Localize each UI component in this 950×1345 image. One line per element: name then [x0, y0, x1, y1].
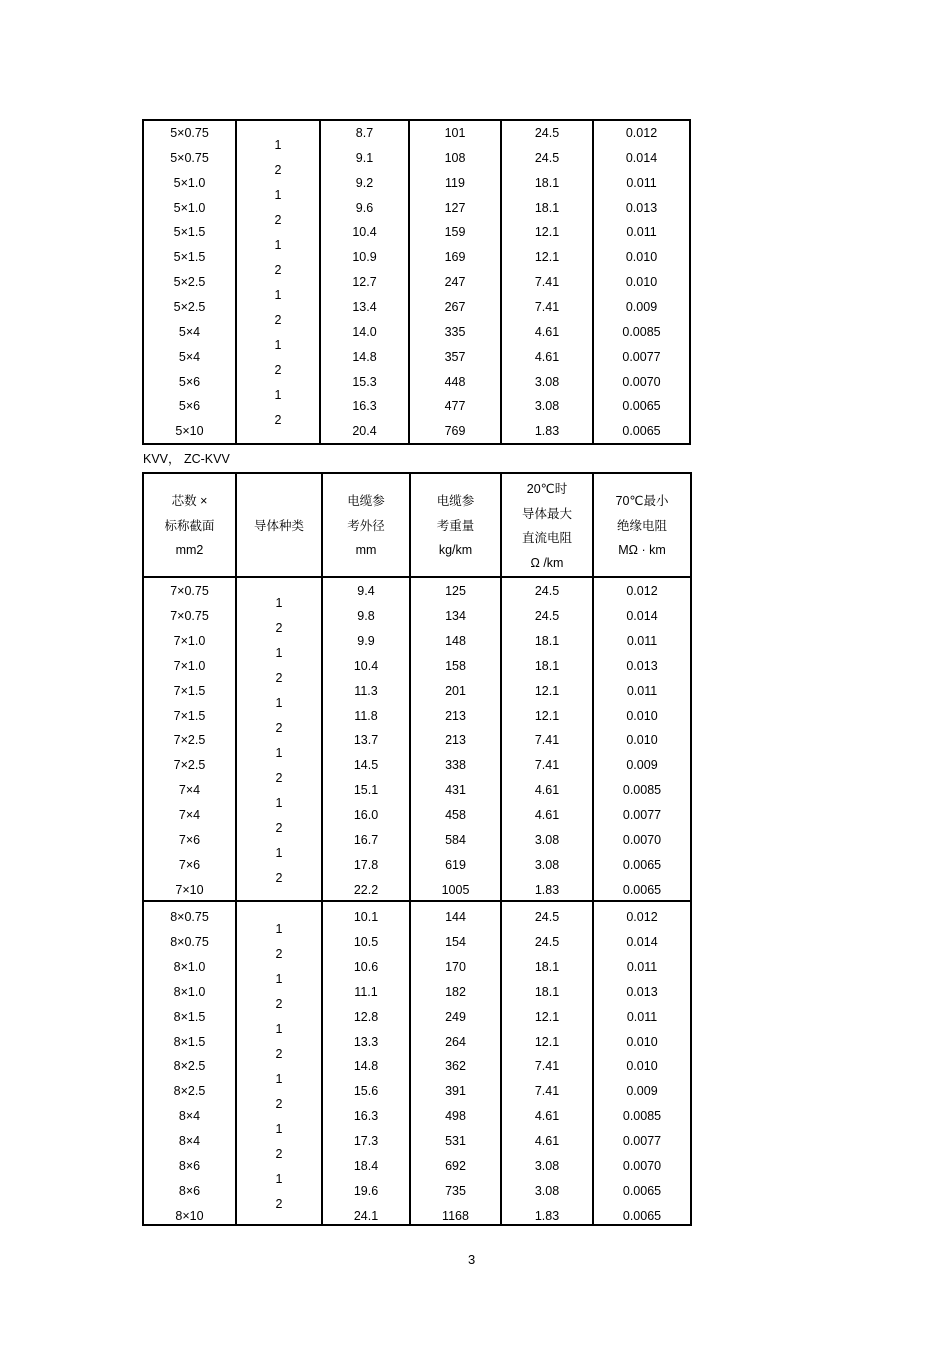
table-cell: 0.0065 [622, 1183, 662, 1198]
table-cell: 8×10 [175, 1208, 204, 1223]
table-cell: 8×0.75 [170, 934, 209, 949]
table-cell: 10.9 [352, 250, 377, 265]
table-cell: 3.08 [534, 374, 560, 389]
table-cell: 5×6 [178, 374, 201, 389]
table-cell: 0.0065 [622, 399, 661, 414]
table-cell: 0.0065 [622, 424, 661, 439]
table-cell: 431 [445, 783, 466, 798]
table-cell: 4.61 [534, 1134, 560, 1149]
conductor-type-cell: 2 [274, 263, 282, 277]
conductor-type-cell: 1 [274, 238, 282, 252]
table-cell: 0.0077 [622, 808, 662, 823]
table-cell: 0.014 [625, 150, 658, 165]
table-cell: 9.1 [355, 150, 374, 165]
table-cell: 5×0.75 [170, 126, 209, 140]
table-cell: 15.1 [353, 783, 379, 798]
conductor-type-cell: 2 [274, 213, 282, 227]
conductor-type-cell: 2 [275, 771, 283, 785]
header-line: 70℃最小 [615, 494, 669, 509]
table-cell: 0.013 [626, 984, 658, 999]
table-cell: 5×1.0 [173, 200, 206, 215]
table-cell: 16.3 [353, 1109, 379, 1124]
table-cell: 24.1 [353, 1208, 379, 1223]
table-cell: 8.7 [355, 126, 374, 140]
table-cell: 5×2.5 [173, 275, 206, 290]
table-cell: 7×4 [178, 808, 201, 823]
table-cell: 8×4 [178, 1109, 201, 1124]
header-line: 考外径 [347, 518, 385, 533]
table-cell: 7×4 [178, 783, 201, 798]
table-cell: 18.1 [534, 984, 560, 999]
conductor-type-cell: 2 [275, 1197, 283, 1211]
table-body [144, 576, 690, 1224]
header-line: 导体种类 [253, 518, 304, 533]
table-cell: 1.83 [534, 424, 560, 439]
table-cell: 8×1.5 [173, 1034, 206, 1049]
header-line: 电缆参 [436, 494, 475, 509]
table-cell: 12.1 [534, 708, 560, 723]
table-cell: 0.0065 [622, 857, 662, 872]
table-cell: 7×0.75 [170, 584, 209, 598]
table-cell: 5×4 [178, 349, 201, 364]
table-cell: 1005 [441, 882, 470, 897]
header-cell [235, 474, 321, 576]
table-cell: 0.0085 [622, 324, 661, 339]
table-cell: 4.61 [534, 1109, 560, 1124]
header-line: 导体最大 [521, 506, 572, 521]
col-outer-diameter [319, 121, 408, 443]
header-cell [500, 474, 592, 576]
table-cell: 7×1.0 [173, 633, 206, 648]
table-cell: 5×1.5 [173, 225, 206, 240]
conductor-type-cell: 2 [274, 313, 282, 327]
table-cell: 735 [445, 1183, 466, 1198]
conductor-type-cell: 1 [274, 388, 282, 402]
table-cell: 8×2.5 [173, 1059, 206, 1074]
table-cell: 12.7 [352, 275, 377, 290]
table-cell: 7×6 [178, 857, 201, 872]
table-cell: 12.1 [534, 683, 560, 698]
conductor-type-cell: 2 [275, 721, 283, 735]
table-cell: 7×6 [178, 833, 201, 847]
table-cell: 7×10 [175, 882, 204, 897]
table-cell: 18.1 [534, 200, 560, 215]
table-cell: 769 [444, 424, 466, 439]
table-cell: 12.1 [534, 250, 560, 265]
table-cell: 182 [445, 984, 466, 999]
table-cell: 7.41 [534, 733, 560, 748]
table-cell: 0.0077 [622, 349, 661, 364]
table-cell: 125 [445, 584, 466, 598]
table-cell: 0.010 [625, 250, 658, 265]
table-cell: 0.009 [625, 299, 658, 314]
table-cell: 24.5 [534, 150, 560, 165]
table-cell: 8×0.75 [170, 910, 209, 924]
table-cell: 14.8 [352, 349, 377, 364]
conductor-type-cell: 2 [275, 1047, 283, 1061]
table-cell: 1168 [442, 1208, 469, 1223]
conductor-type-cell: 2 [275, 871, 283, 885]
conductor-type-cell: 1 [275, 646, 283, 660]
table-cell: 357 [444, 349, 466, 364]
table-cell: 7×1.5 [173, 708, 206, 723]
table-cell: 8×2.5 [173, 1084, 206, 1099]
table-cell: 11.8 [354, 708, 378, 723]
conductor-type-cell: 1 [275, 1022, 283, 1036]
table-cell: 213 [445, 708, 466, 723]
table-cell: 3.08 [534, 399, 560, 414]
conductor-type-cell: 2 [275, 621, 283, 635]
table-cell: 458 [445, 808, 466, 823]
table-cell: 0.0085 [622, 1109, 662, 1124]
col-weight [408, 121, 500, 443]
col-dc-resistance [500, 121, 592, 443]
table-cell: 15.3 [352, 374, 377, 389]
table-cell: 249 [445, 1009, 466, 1024]
table-cell: 5×1.5 [173, 250, 206, 265]
conductor-type-cell: 1 [274, 288, 282, 302]
table-cell: 159 [444, 225, 466, 240]
table-7-8-core [142, 472, 692, 1226]
table-cell: 8×6 [178, 1159, 201, 1173]
table-cell: 108 [444, 150, 466, 165]
table-cell: 119 [445, 175, 465, 190]
table-cell: 338 [445, 758, 466, 773]
table-cell: 1.83 [534, 882, 560, 897]
header-line: kg/km [438, 543, 473, 558]
header-cell [144, 474, 235, 576]
conductor-type-cell: 2 [275, 947, 283, 961]
table-cell: 17.3 [353, 1134, 379, 1149]
table-cell: 477 [444, 399, 466, 414]
table-cell: 5×4 [178, 324, 201, 339]
table-cell: 0.014 [626, 934, 658, 949]
table-cell: 0.011 [626, 1009, 658, 1024]
header-line: 芯数 × [171, 494, 208, 509]
table-cell: 170 [445, 959, 466, 974]
header-cell [592, 474, 690, 576]
table-cell: 12.1 [534, 1009, 560, 1024]
table-cell: 584 [445, 833, 466, 847]
table-cell: 5×2.5 [173, 299, 206, 314]
table-cell: 498 [445, 1109, 466, 1124]
table-cell: 3.08 [534, 857, 560, 872]
table-cell: 7×1.0 [173, 658, 206, 673]
table-cell: 9.9 [357, 633, 375, 648]
conductor-type-cell: 1 [274, 138, 282, 152]
table-cell: 0.012 [625, 126, 658, 140]
col-core-section [144, 121, 235, 443]
table-cell: 0.011 [626, 175, 657, 190]
table-cell: 4.61 [534, 324, 560, 339]
table-cell: 7×0.75 [170, 608, 209, 623]
table-cell: 24.5 [534, 584, 560, 598]
header-line: 20℃时 [526, 482, 568, 496]
table-cell: 14.0 [352, 324, 377, 339]
table-cell: 267 [444, 299, 466, 314]
table-cell: 3.08 [534, 1183, 560, 1198]
table-cell: 692 [445, 1159, 466, 1173]
table-cell: 9.8 [357, 608, 375, 623]
table-cell: 127 [444, 200, 466, 215]
table-cell: 8×6 [178, 1183, 201, 1198]
table-cell: 362 [445, 1059, 466, 1074]
table-cell: 16.3 [352, 399, 377, 414]
table-cell: 7.41 [534, 1059, 560, 1074]
conductor-type-cell: 1 [275, 596, 283, 610]
table-cell: 213 [445, 733, 466, 748]
table-cell: 20.4 [352, 424, 377, 439]
conductor-type-cell: 1 [275, 796, 283, 810]
table-cell: 201 [445, 683, 466, 698]
conductor-type-cell: 1 [275, 1172, 283, 1186]
conductor-type-cell: 2 [275, 1097, 283, 1111]
table-cell: 0.010 [626, 1059, 658, 1074]
page-number: 3 [468, 1252, 476, 1267]
table-cell: 148 [445, 633, 466, 648]
header-line: 电缆参 [347, 494, 385, 509]
table-cell: 264 [445, 1034, 466, 1049]
table-cell: 8×1.5 [173, 1009, 206, 1024]
table-cell: 12.8 [353, 1009, 379, 1024]
table-cell: 10.4 [352, 225, 377, 240]
table-cell: 7.41 [534, 299, 560, 314]
col-insulation-resistance [592, 121, 689, 443]
table-cell: 0.010 [625, 275, 658, 290]
table-cell: 0.0065 [622, 1208, 662, 1223]
conductor-type-cell: 2 [274, 363, 282, 377]
table-cell: 7×2.5 [173, 733, 206, 748]
table-cell: 8×1.0 [173, 984, 206, 999]
table-cell: 7.41 [534, 1084, 560, 1099]
table-cell: 9.6 [355, 200, 374, 215]
section-divider [144, 900, 690, 902]
table-cell: 0.010 [626, 733, 658, 748]
table-cell: 18.4 [353, 1159, 379, 1173]
table-cell: 0.0070 [622, 1159, 662, 1173]
table-cell: 5×1.0 [173, 175, 206, 190]
conductor-type-cell: 2 [275, 1147, 283, 1161]
table-cell: 13.4 [352, 299, 377, 314]
table-cell: 11.1 [354, 984, 378, 999]
table-cell: 18.1 [534, 175, 560, 190]
table-caption: KVV， ZC-KVV [143, 452, 230, 466]
table-cell: 0.0085 [622, 783, 662, 798]
table-cell: 158 [445, 658, 466, 673]
table-cell: 0.0077 [622, 1134, 662, 1149]
conductor-type-cell: 1 [275, 696, 283, 710]
table-cell: 17.8 [353, 857, 379, 872]
table-cell: 10.1 [353, 910, 379, 924]
table-cell: 0.013 [626, 658, 658, 673]
header-cell [321, 474, 409, 576]
table-cell: 4.61 [534, 808, 560, 823]
table-cell: 134 [445, 608, 466, 623]
conductor-type-cell: 1 [274, 338, 282, 352]
table-cell: 0.013 [625, 200, 658, 215]
header-line: 标称截面 [164, 518, 215, 533]
table-cell: 24.5 [534, 608, 560, 623]
header-line: 绝缘电阻 [616, 518, 667, 533]
table-cell: 9.4 [357, 584, 375, 598]
table-cell: 18.1 [534, 633, 560, 648]
table-cell: 0.009 [626, 758, 658, 773]
table-cell: 11.3 [354, 683, 378, 698]
table-cell: 101 [444, 126, 466, 140]
conductor-type-cell: 2 [275, 671, 283, 685]
table-cell: 7×1.5 [173, 683, 206, 698]
conductor-type-cell: 2 [274, 163, 282, 177]
table-cell: 8×1.0 [173, 959, 206, 974]
table-cell: 391 [445, 1084, 466, 1099]
table-cell: 24.5 [534, 910, 560, 924]
table-cell: 247 [444, 275, 466, 290]
conductor-type-cell: 2 [274, 413, 282, 427]
table-cell: 16.0 [353, 808, 379, 823]
table-cell: 13.3 [353, 1034, 379, 1049]
table-cell: 14.5 [353, 758, 379, 773]
header-line: mm2 [175, 543, 204, 558]
table-cell: 0.0070 [622, 833, 662, 847]
table-cell: 0.011 [626, 683, 658, 698]
table-cell: 448 [444, 374, 466, 389]
table-cell: 16.7 [353, 833, 379, 847]
table-cell: 144 [445, 910, 466, 924]
table-cell: 9.2 [355, 175, 374, 190]
header-line: Ω /km [530, 555, 564, 570]
table-cell: 0.011 [626, 633, 658, 648]
table-cell: 12.1 [534, 1034, 560, 1049]
table-cell: 531 [445, 1134, 466, 1149]
header-line: 直流电阻 [521, 531, 572, 545]
table-cell: 0.012 [626, 584, 658, 598]
table-cell: 0.011 [626, 959, 658, 974]
table-cell: 3.08 [534, 833, 560, 847]
table-cell: 1.83 [534, 1208, 560, 1223]
col-conductor-type [235, 121, 319, 443]
conductor-type-cell: 1 [275, 972, 283, 986]
table-cell: 19.6 [353, 1183, 379, 1198]
table-cell: 10.5 [353, 934, 379, 949]
table-cell: 10.6 [353, 959, 379, 974]
header-line: MΩ · km [618, 543, 666, 558]
table-cell: 7×2.5 [173, 758, 206, 773]
table-cell: 0.0065 [622, 882, 662, 897]
table-cell: 4.61 [534, 783, 560, 798]
table-cell: 22.2 [353, 882, 379, 897]
table-cell: 5×6 [178, 399, 201, 414]
table-cell: 0.014 [626, 608, 658, 623]
table-cell: 18.1 [534, 959, 560, 974]
table-cell: 335 [444, 324, 466, 339]
conductor-type-cell: 1 [275, 1072, 283, 1086]
table-cell: 24.5 [534, 126, 560, 140]
table-cell: 14.8 [353, 1059, 379, 1074]
table-cell: 13.7 [353, 733, 379, 748]
table-cell: 5×0.75 [170, 150, 209, 165]
table-cell: 0.012 [626, 910, 658, 924]
conductor-type-cell: 1 [275, 846, 283, 860]
table-cell: 7.41 [534, 275, 560, 290]
table-cell: 10.4 [353, 658, 379, 673]
conductor-type-cell: 2 [275, 821, 283, 835]
conductor-type-cell: 1 [275, 1122, 283, 1136]
table-cell: 15.6 [353, 1084, 379, 1099]
table-cell: 5×10 [175, 424, 204, 439]
table-5-core [142, 119, 691, 445]
conductor-type-cell: 1 [275, 746, 283, 760]
table-header [144, 474, 690, 578]
table-cell: 18.1 [534, 658, 560, 673]
table-cell: 0.010 [626, 708, 658, 723]
table-cell: 154 [445, 934, 466, 949]
conductor-type-cell: 1 [275, 922, 283, 936]
conductor-type-cell: 1 [274, 188, 282, 202]
table-cell: 619 [445, 857, 466, 872]
table-cell: 24.5 [534, 934, 560, 949]
table-cell: 7.41 [534, 758, 560, 773]
table-cell: 0.010 [626, 1034, 658, 1049]
header-cell [409, 474, 500, 576]
table-cell: 8×4 [178, 1134, 201, 1149]
table-cell: 0.0070 [622, 374, 661, 389]
table-cell: 169 [444, 250, 466, 265]
header-line: mm [355, 543, 377, 558]
table-cell: 0.011 [626, 225, 657, 240]
table-cell: 0.009 [626, 1084, 658, 1099]
table-cell: 12.1 [534, 225, 560, 240]
header-line: 考重量 [436, 518, 475, 533]
conductor-type-cell: 2 [275, 997, 283, 1011]
table-cell: 3.08 [534, 1159, 560, 1173]
table-cell: 4.61 [534, 349, 560, 364]
